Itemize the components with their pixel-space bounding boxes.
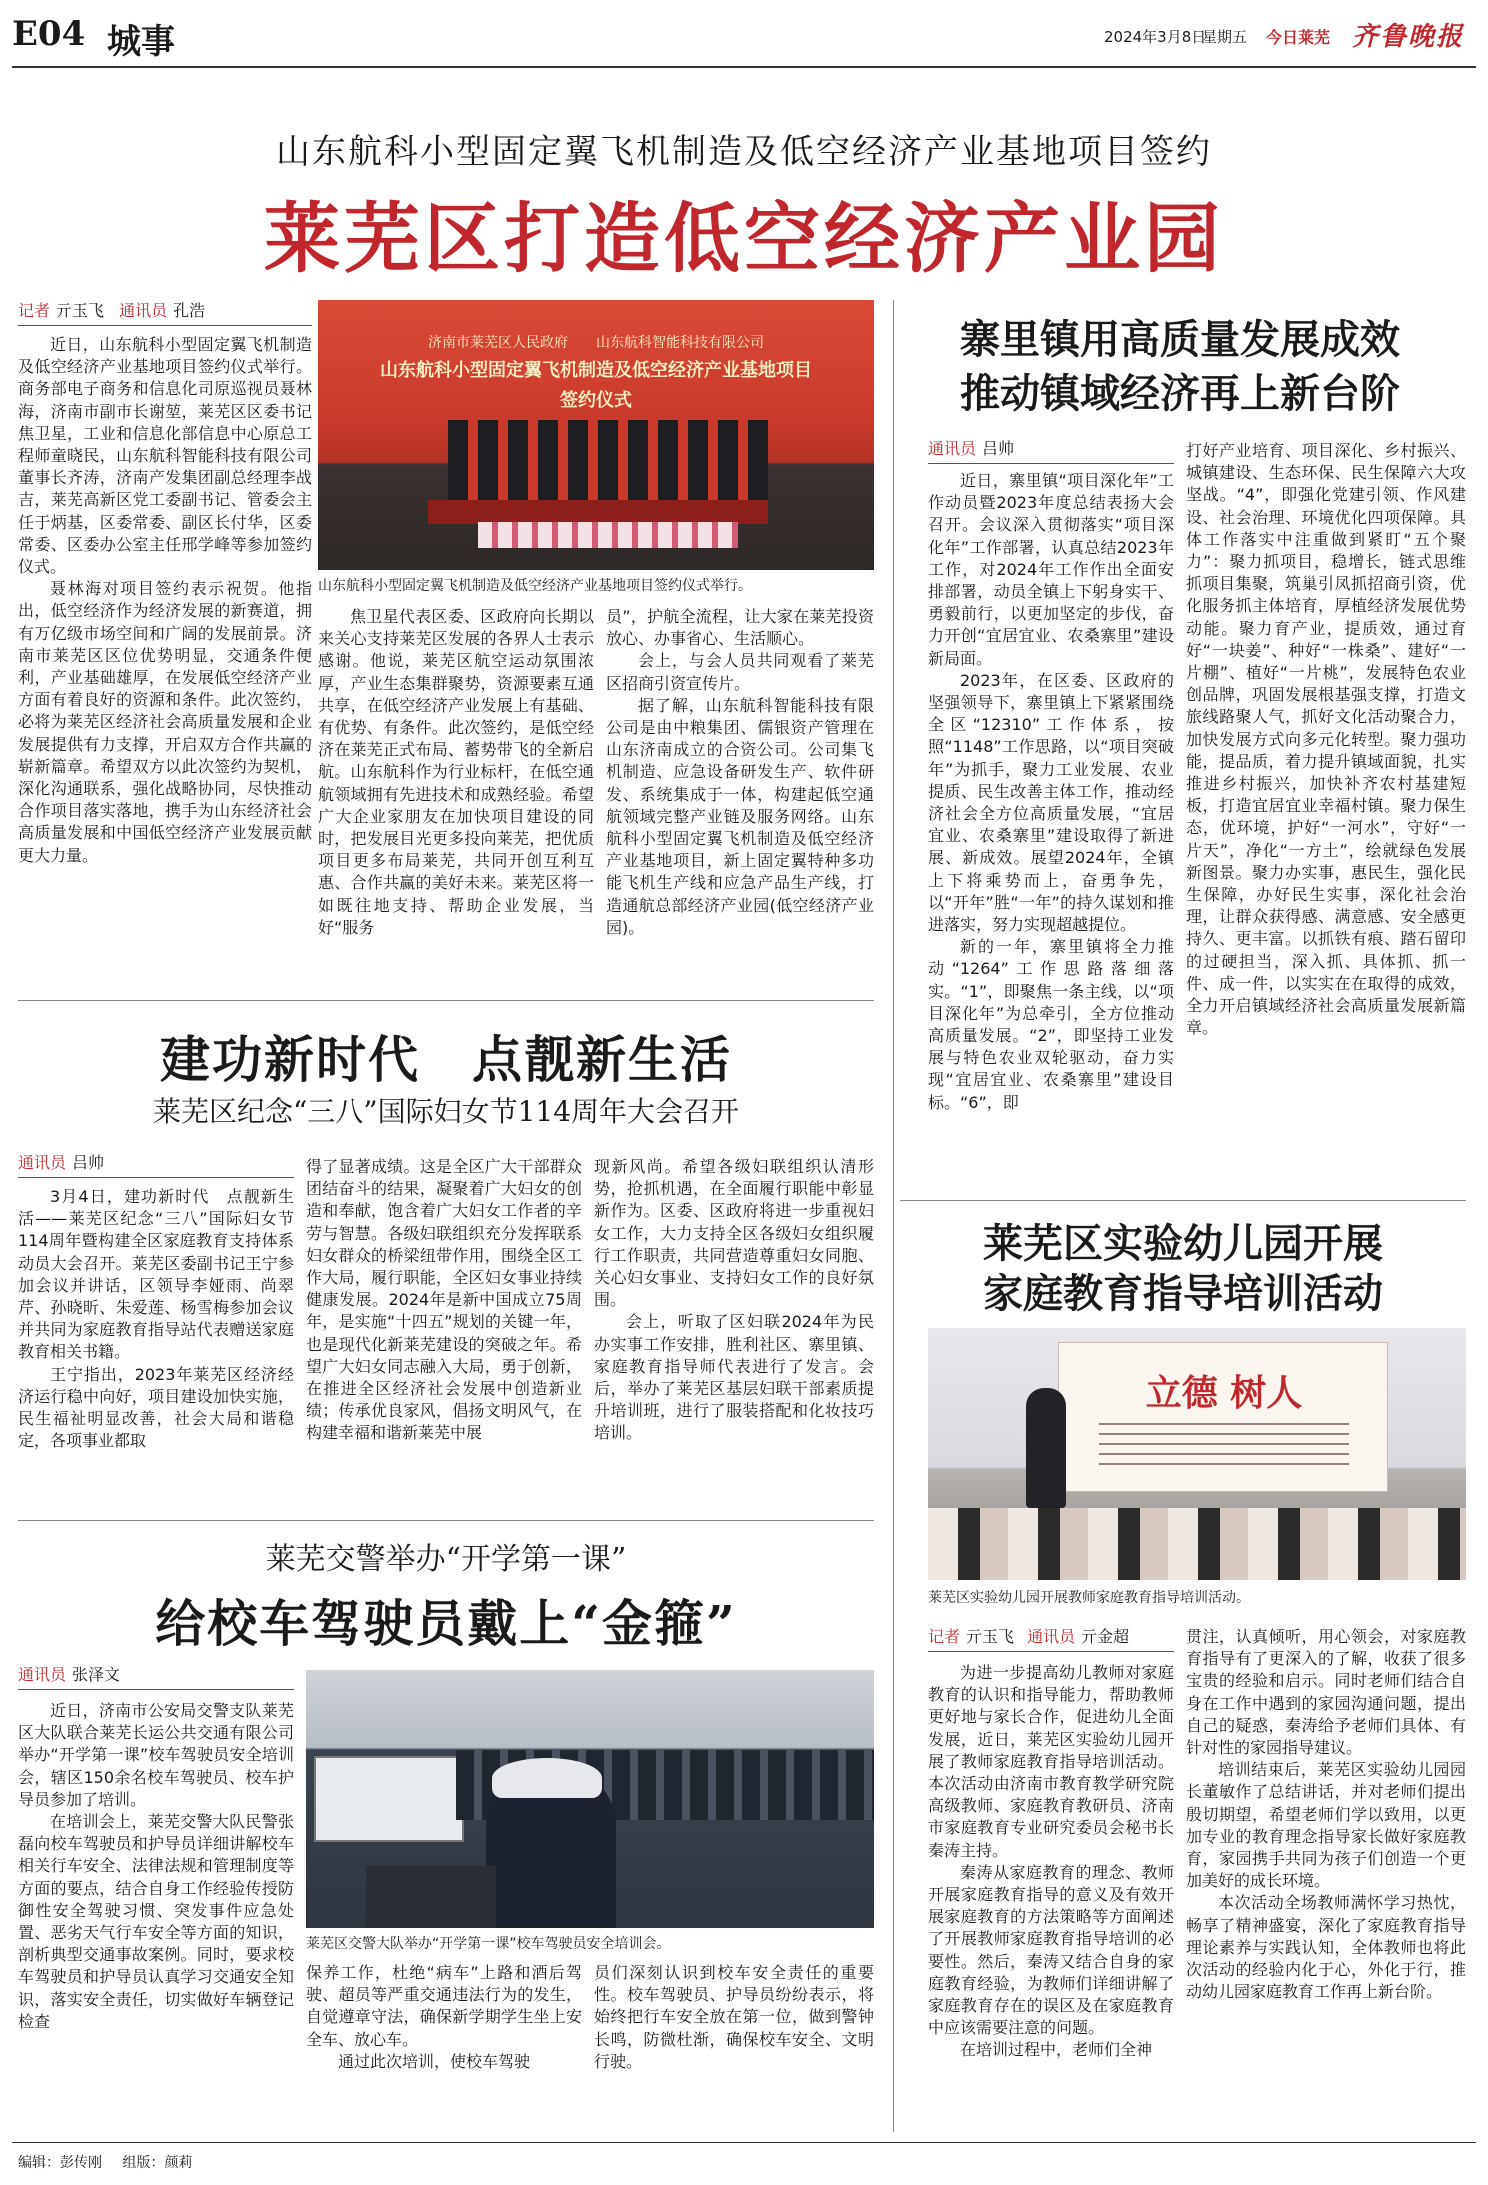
newspaper-logo: 齐鲁晚报 xyxy=(1352,22,1465,52)
signing-photo-caption: 山东航科小型固定翼飞机制造及低空经济产业基地项目签约仪式举行。 xyxy=(318,578,752,594)
women-title: 建功新时代 点靓新生活 xyxy=(160,1030,732,1089)
photo-people-row xyxy=(448,420,768,500)
zhaili-title-1: 寨里镇用高质量发展成效 xyxy=(960,316,1400,363)
kg-byline: 记者 亓玉飞 通讯员 亓金超 xyxy=(928,1626,1174,1652)
kg-audience xyxy=(928,1508,1466,1580)
police-title: 给校车驾驶员戴上“金箍” xyxy=(155,1594,737,1653)
main-col2: 焦卫星代表区委、区政府向长期以来关心支持莱芜区发展的各界人士表示感谢。他说，莱芜区航空运动氛围浓厚，产业生态集群聚势，资源要素互通共享，在低空经济产业发展上有基础、有优势、有条件。此次签约，是低空经济在莱芜正式布局、蓄势带飞的全新启航。山东航科作为行业标杆，在低空通航领域拥有先进技术和成熟经验。希望广大企业家朋友在加快项目建设的同时，把发展目光更多投向莱芜，把优质项目更多布局莱芜，共同开创互利互惠、合作共赢的美好未来。莱芜区将一如既往地支持、帮助企业发展，当好“服务 xyxy=(318,607,594,937)
police-screen xyxy=(314,1756,464,1842)
police-training-photo xyxy=(306,1670,874,1928)
kg-col1: 为进一步提高幼儿教师对家庭教育的认识和指导能力，帮助教师更好地与家长合作，促进幼儿全面发展，近日，莱芜区实验幼儿园开展了教师家庭教育指导培训活动。本次活动由济南市教育教学研究院高级教师、家庭教育教研员、济南市家庭教育专业研究委员会秘书长秦涛主持。 秦涛从家庭教育的理念、教师开展家庭教育指导的意义及有效开展家庭教育的方法策略等方面阐述了开展教师家庭教育指导培训的必要性。然后，秦涛又结合自身的家庭教育经验，为教师们详细讲解了家庭教育存在的误区及在家庭教育中应该需要注意的问题。 在培训过程中，老师们全神 xyxy=(928,1663,1174,2060)
column-divider xyxy=(893,300,894,1200)
kg-slide-title: 立德 树人 xyxy=(1145,1372,1303,1414)
photo-signing-table xyxy=(428,500,768,524)
police-col2: 保养工作，杜绝“病车”上路和酒后驾驶、超员等严重交通违法行为的发生，自觉遵章守法，确保新学期学生坐上安全车、放心车。 通过此次培训，使校车驾驶 xyxy=(306,1963,582,2071)
section-rule-1 xyxy=(18,1000,874,1001)
police-byline: 通讯员 张泽文 xyxy=(18,1664,294,1690)
police-laptop xyxy=(366,1866,496,1928)
kindergarten-photo xyxy=(928,1328,1466,1580)
column-divider-lower xyxy=(893,1200,894,2132)
section-name: 城事 xyxy=(107,22,175,62)
photo-banner-line2: 山东航科小型固定翼飞机制造及低空经济产业基地项目 xyxy=(380,360,812,381)
women-subtitle: 莱芜区纪念“三八”国际妇女节114周年大会召开 xyxy=(152,1095,740,1128)
photo-banner-line1: 济南市莱芜区人民政府 山东航科智能科技有限公司 xyxy=(428,335,764,351)
page-header xyxy=(12,10,1476,64)
zhaili-col2: 打好产业培育、项目深化、乡村振兴、城镇建设、生态环保、民生保障六大攻坚战。“4”，即强化党建引领、作风建设、社会治理、环境优化四项保障。具体工作落实中注重做到紧盯“五个聚力”：聚力抓项目，稳增长，链式思维抓项目集聚，筑巢引凤抓招商引资，优化服务抓主体培育，厚植经济发展优势动能。聚力育产业，提质效，通过育好“一块姜”、种好“一株桑”、建好“一片棚”、植好“一片桃”，发展特色农业创品牌，巩固发展根基强支撑，打造文旅线路聚人气，抓好文化活动聚合力，加快发展方式向多元化转型。聚力强功能，提品质，着力提升镇域面貌，扎实推进乡村振兴，加快补齐农村基建短板，打造宜居宜业幸福村镇。聚力保生态，优环境，护好“一河水”，守好“一片天”，净化“一方土”，绘就绿色发展新图景。聚力办实事，惠民生，强化民生保障，办好民生实事，深化社会治理，让群众获得感、满意感、安全感更持久、更丰富。以抓铁有痕、踏石留印的过硬担当，深入抓、具体抓、抓一件、成一件，以实实在在取得的成效，全力开启镇域经济社会高质量发展新篇章。 xyxy=(1186,441,1466,1038)
page-code: E04 xyxy=(12,14,86,54)
kg-col2: 贯注，认真倾听，用心领会，对家庭教育指导有了更深入的了解，收获了很多宝贵的经验和启示。同时老师们结合自身在工作中遇到的家园沟通问题，提出自己的疑惑，秦涛给予老师们具体、有针对性的家园指导建议。 培训结束后，莱芜区实验幼儿园园长董敏作了总结讲话，并对老师们提出殷切期望，希望老师们学以致用，以更加专业的教育理念指导家长做好家庭教育，家园携手共同为孩子们创造一个更加美好的成长环境。 本次活动全场教师满怀学习热忱，畅享了精神盛宴，深化了家庭教育指导理论素养与实践认知，全体教师也将此次活动的经验内化于心，外化于行，推动幼儿园家庭教育工作再上新台阶。 xyxy=(1186,1627,1466,2002)
women-col2: 得了显著成绩。这是全区广大干部群众团结奋斗的结果，凝聚着广大妇女的创造和奉献，饱含着广大妇女工作者的辛劳与智慧。各级妇联组织充分发挥联系妇女群众的桥梁纽带作用，围绕全区工作大局，履行职能，全区妇女事业持续健康发展。2024年是新中国成立75周年，是实施“十四五”规划的关键一年，也是现代化新莱芜建设的突破之年。希望广大妇女同志融入大局，勇于创新，在推进全区经济社会发展中创造新业绩；传承优良家风，倡扬文明风气，在构建幸福和谐新莱芜中展 xyxy=(306,1157,582,1443)
main-title: 莱芜区打造低空经济产业园 xyxy=(264,194,1224,283)
main-col1: 近日，山东航科小型固定翼飞机制造及低空经济产业基地项目签约仪式举行。商务部电子商务和信息化司原巡视员聂林海，济南市副市长谢堃，莱芜区区委书记焦卫星，工业和信息化部信息中心原总工程师童晓民，山东航科智能科技有限公司董事长齐涛，济南产发集团副总经理李战吉，莱芜高新区党工委副书记、管委会主任于炳基，区委常委、副区长付华，区委常委、区委办公室主任邢学峰等参加签约仪式。 聂林海对项目签约表示祝贺。他指出，低空经济作为经济发展的新赛道，拥有万亿级市场空间和广阔的发展前景。济南市莱芜区区位优势明显，交通条件便利，产业基础雄厚，在发展低空经济产业方面有着良好的资源和条件。此次签约，必将为莱芜区经济社会高质量发展和企业发展提供有力支撑，开启双方合作共赢的崭新篇章。希望双方以此次签约为契机，深化沟通联系，强化战略协同，尽快推动合作项目落实落地，携手为山东经济社会高质量发展和中国低空经济产业发展贡献更大力量。 xyxy=(18,335,312,865)
main-kicker: 山东航科小型固定翼飞机制造及低空经济产业基地项目签约 xyxy=(276,132,1212,172)
kg-title-2: 家庭教育指导培训活动 xyxy=(983,1270,1383,1317)
police-kicker: 莱芜交警举办“开学第一课” xyxy=(265,1542,627,1577)
edition-name: 今日莱芜 xyxy=(1266,28,1331,47)
issue-date: 2024年3月8日 xyxy=(1104,28,1207,46)
women-col1: 3月4日，建功新时代 点靓新生活——莱芜区纪念“三八”国际妇女节114周年暨构建全区家庭教育支持体系动员大会召开。莱芜区委副书记王宁参加会议并讲话，区领导李娅雨、尚翠芹、孙晓昕、朱爱莲、杨雪梅参加会议并共同为家庭教育指导站代表赠送家庭教育相关书籍。 王宁指出，2023年莱芜区经济经济运行稳中向好，项目建设加快实施，民生福祉明显改善，社会大局和谐稳定，各项事业都取 xyxy=(18,1187,294,1451)
zhaili-byline: 通讯员 吕帅 xyxy=(928,438,1174,464)
zhaili-col1: 近日，寨里镇“项目深化年”工作动员暨2023年度总结表扬大会召开。会议深入贯彻落实“项目深化年”工作部署，认真总结2023年工作，对2024年工作作出全面安排部署，动员全镇上下躬身实干、勇毅前行，以更加坚定的步伐，奋力开创“宜居宜业、农桑寨里”建设新局面。 2023年，在区委、区政府的坚强领导下，寨里镇上下紧紧围绕全区“12310”工作体系，按照“1148”工作思路，以“项目突破年”为抓手，聚力工业发展、农业提质、民生改善主体工作，推动经济社会全方位高质量发展，“宜居宜业、农桑寨里”建设取得了新进展、新成效。展望2024年，全镇上下将乘势而上，奋勇争先，以“开年”胜“一年”的持久谋划和推进落实，努力实现超越提位。 新的一年，寨里镇将全力推动“1264”工作思路落细落实。“1”，即聚焦一条主线，以“项目深化年”为总牵引，全方位推动高质量发展。“2”，即坚持工业发展与特色农业双轮驱动，奋力实现“宜居宜业、农桑寨里”建设目标。“6”，即 xyxy=(928,471,1174,1112)
kg-slide-text xyxy=(1099,1423,1349,1473)
footer-credits: 编辑：彭传刚 组版：颜莉 xyxy=(18,2155,193,2171)
police-photo-caption: 莱芜区交警大队举办“开学第一课”校车驾驶员安全培训会。 xyxy=(306,1936,671,1952)
weekday: 星期五 xyxy=(1202,28,1248,46)
section-rule-2 xyxy=(900,1200,1466,1201)
section-rule-3 xyxy=(18,1520,874,1521)
kindergarten-photo-caption: 莱芜区实验幼儿园开展教师家庭教育指导培训活动。 xyxy=(928,1590,1250,1606)
zhaili-title-2: 推动镇域经济再上新台阶 xyxy=(960,370,1400,417)
signing-photo xyxy=(318,300,874,570)
police-col1: 近日，济南市公安局交警支队莱芜区大队联合莱芜长运公共交通有限公司举办“开学第一课”校车驾驶员安全培训会，辖区150余名校车驾驶员、校车护导员参加了培训。 在培训会上，莱芜交警大队民警张磊向校车驾驶员和护导员详细讲解校车相关行车安全、法律法规和管理制度等方面的要点，结合自身工作经验传授防御性安全驾驶习惯、突发事件应急处置、恶劣天气行车安全等方面的知识，剖析典型交通事故案例。同时，要求校车驾驶员和护导员认真学习交通安全知识，落实安全责任，切实做好车辆登记检查 xyxy=(18,1701,294,2031)
photo-banner-line3: 签约仪式 xyxy=(560,390,632,411)
main-byline: 记者 亓玉飞 通讯员 孔浩 xyxy=(18,300,312,326)
header-rule xyxy=(12,66,1476,68)
kg-speaker xyxy=(1026,1388,1066,1508)
police-col3: 员们深刻认识到校车安全责任的重要性。校车驾驶员、护导员纷纷表示，将始终把行车安全放在第一位，做到警钟长鸣，防微杜渐，确保校车安全、文明行驶。 xyxy=(594,1963,874,2071)
main-col3: 员”，护航全流程，让大家在莱芜投资放心、办事省心、生活顺心。 会上，与会人员共同观看了莱芜区招商引资宣传片。 据了解，山东航科智能科技有限公司是由中粮集团、儒银资产管理在山东济南成立的合资公司。公司集飞机制造、应急设备研发生产、软件研发、系统集成于一体，构建起低空通航领域完整产业链及服务网络。山东航科小型固定翼飞机制造及低空经济产业基地项目，新上固定翼特种多功能飞机生产线和应急产品生产线，打造通航总部经济产业园(低空经济产业园)。 xyxy=(606,607,874,937)
photo-flowers xyxy=(478,522,738,548)
footer-rule xyxy=(12,2142,1476,2143)
kg-slide xyxy=(1058,1342,1388,1492)
police-cap xyxy=(492,1758,602,1798)
women-col3: 现新风尚。希望各级妇联组织认清形势，抢抓机遇，在全面履行职能中彰显新作为。区委、区政府将进一步重视妇女工作，大力支持全区各级妇女组织履行工作职责，共同营造尊重妇女同胞、关心妇女事业、支持妇女工作的良好氛围。 会上，听取了区妇联2024年为民办实事工作安排，胜利社区、寨里镇、家庭教育指导师代表进行了发言。会后，举办了莱芜区基层妇联干部素质提升培训班，进行了服装搭配和化妆技巧培训。 xyxy=(594,1157,874,1443)
women-byline: 通讯员 吕帅 xyxy=(18,1152,294,1178)
kg-title-1: 莱芜区实验幼儿园开展 xyxy=(983,1220,1383,1267)
